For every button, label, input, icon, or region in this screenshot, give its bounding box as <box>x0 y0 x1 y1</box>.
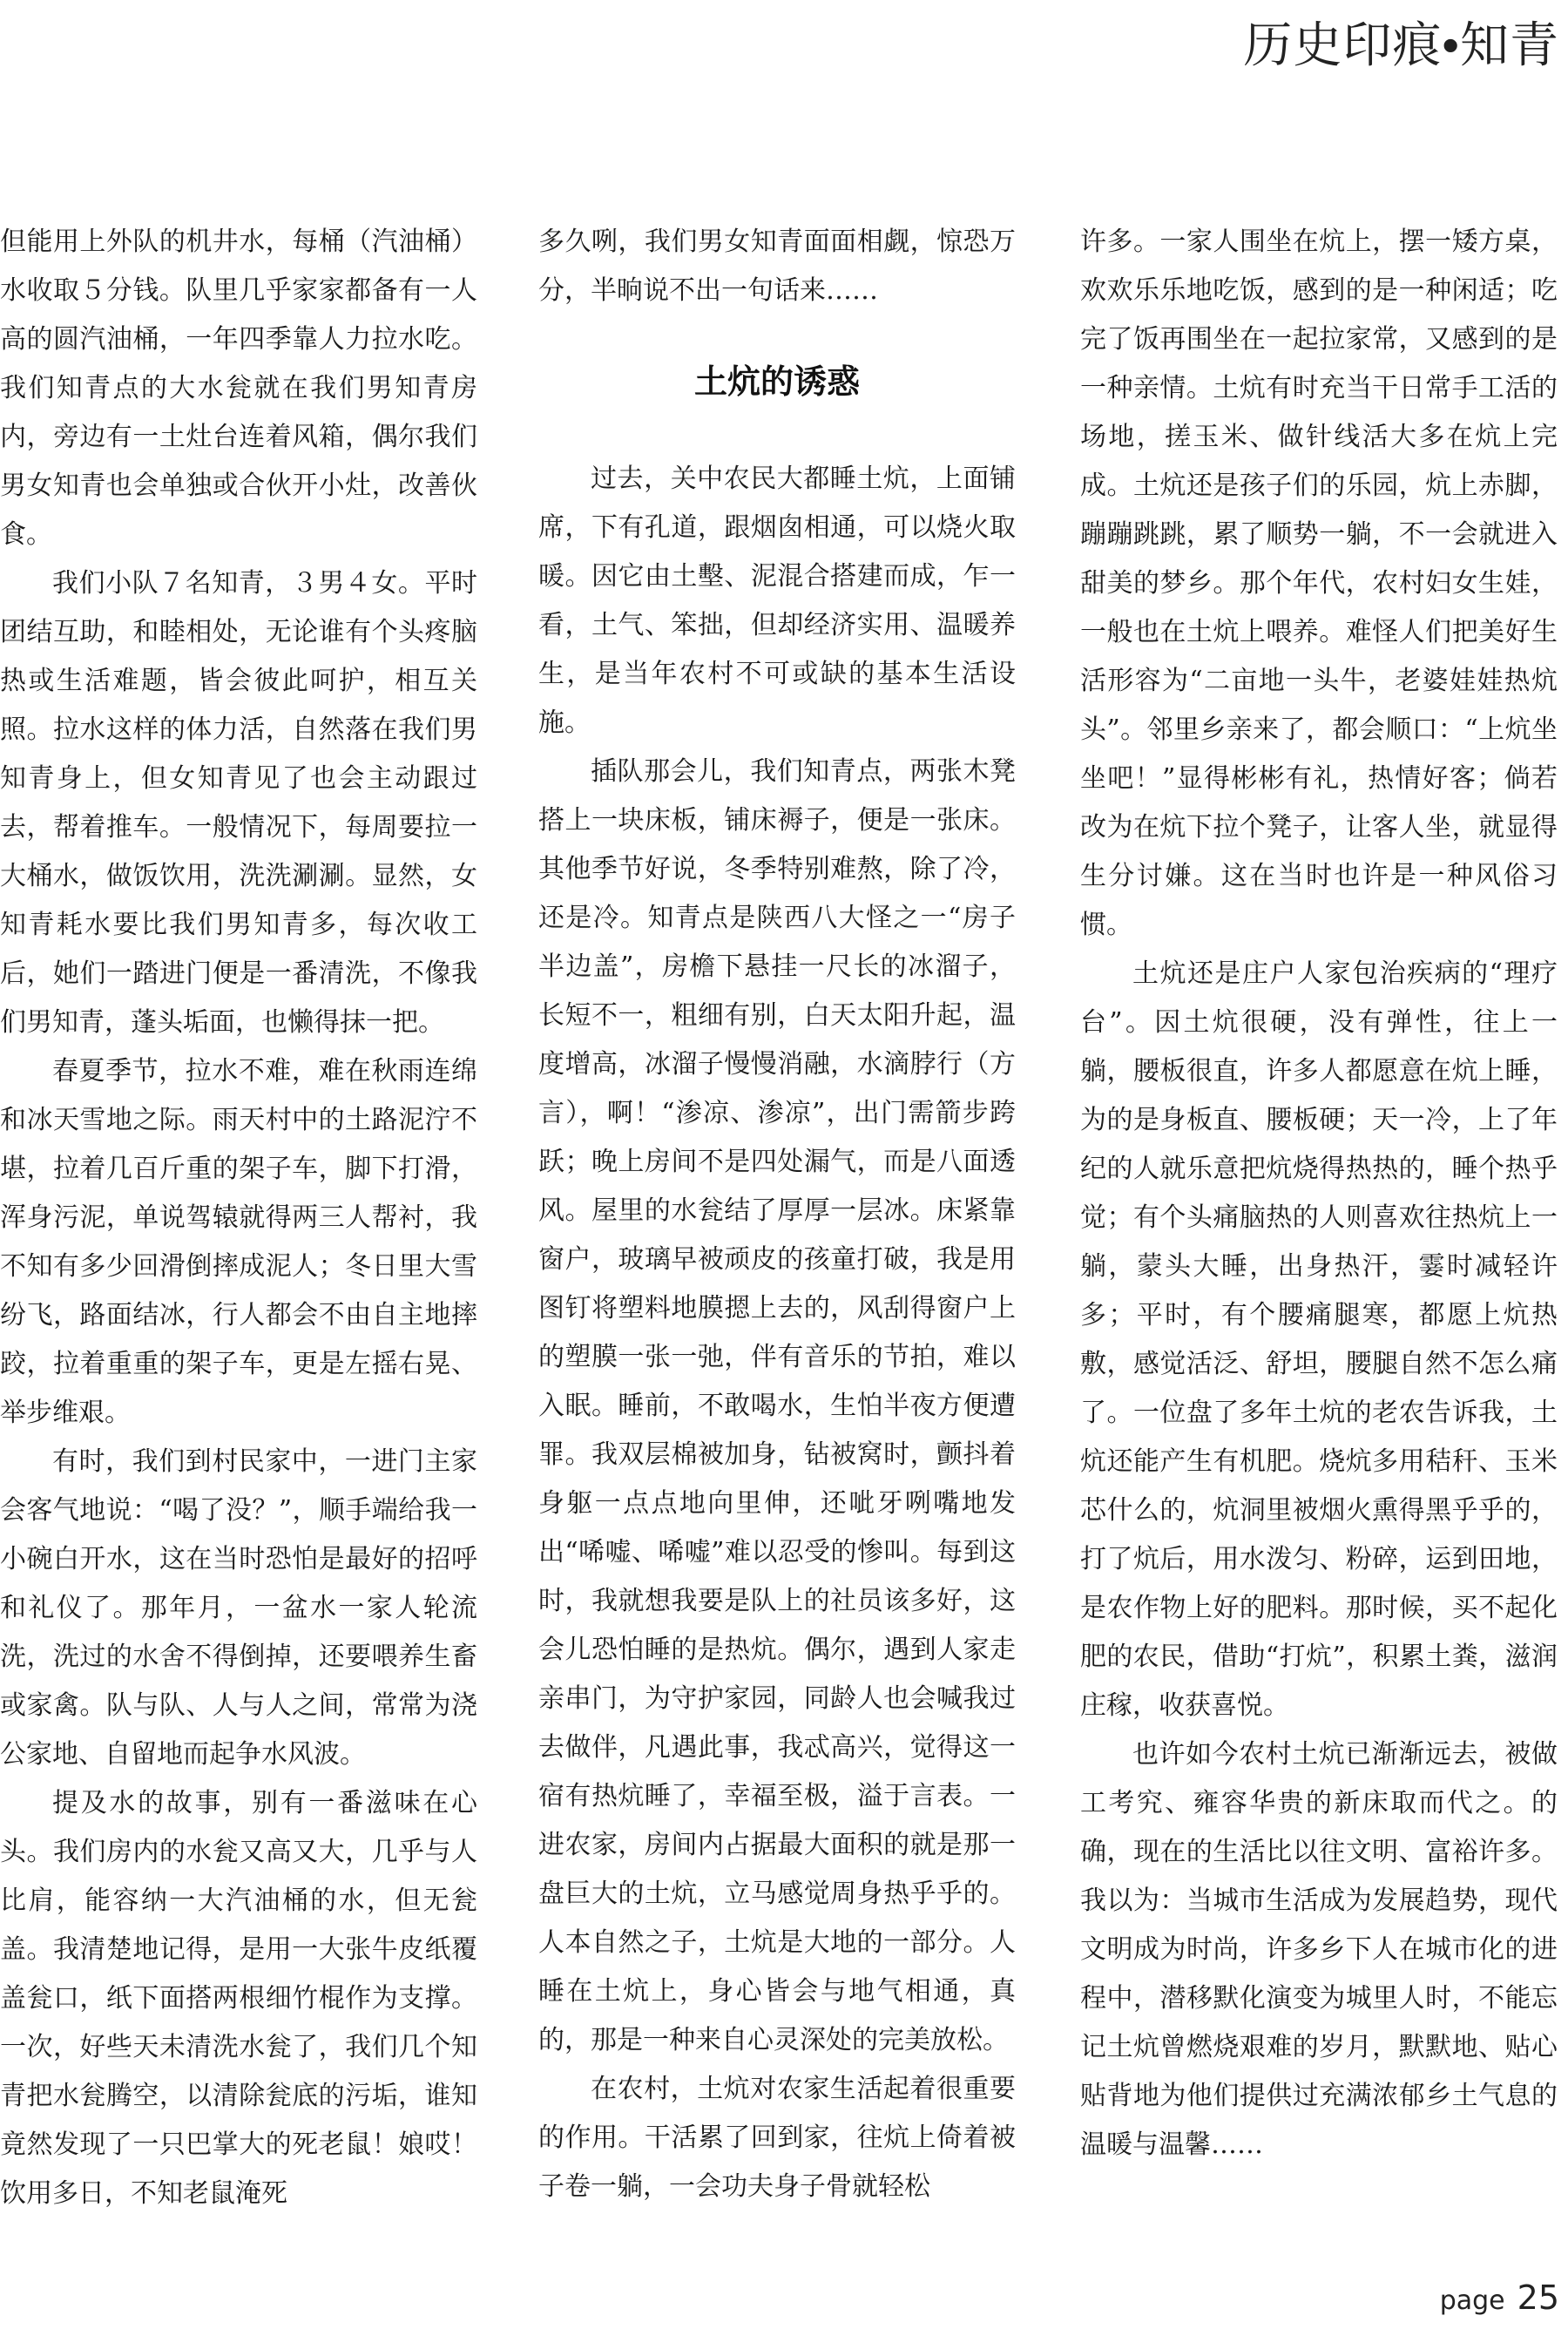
paragraph: 插队那会儿，我们知青点，两张木凳搭上一块床板，铺床褥子，便是一张床。其他季节好说，冬季特别难熬，除了冷，还是冷。知青点是陕西八大怪之一“房子半边盖”，房檐下悬挂一尺长的冰溜子，长短不一，粗细有别，白天太阳升起，温度增高，冰溜子慢慢消融，水滴脖行（方言），啊！“渗凉、渗凉”，出门需箭步跨跃；晚上房间不是四处漏气，而是八面透风。屋里的水瓮结了厚厚一层冰。床紧靠窗户，玻璃早被顽皮的孩童打破，我是用图钉将塑料地膜摁上去的，风刮得窗户上的塑膜一张一弛，伴有音乐的节拍，难以入眠。睡前，不敢喝水，生怕半夜方便遭罪。我双层棉被加身，钻被窝时，颤抖着身躯一点点地向里伸，还呲牙咧嘴地发出“唏嘘、唏嘘”难以忍受的惨叫。每到这时，我就想我要是队上的社员该多好，这会儿恐怕睡的是热炕。偶尔，遇到人家走亲串门，为守护家园，同龄人也会喊我过去做伴，凡遇此事，我忒高兴，觉得这一宿有热炕睡了，幸福至极，溢于言表。一进农家，房间内占据最大面积的就是那一盘巨大的土炕，立马感觉周身热乎乎的。人本自然之子，土炕是大地的一部分。人睡在土炕上，身心皆会与地气相通，真的，那是一种来自心灵深处的完美放松。 <box>538 756 1016 2055</box>
section-heading: 土炕的诱惑 <box>693 362 860 401</box>
paragraph: 提及水的故事，别有一番滋味在心头。我们房内的水瓮又高又大，几乎与人比肩，能容纳一大汽油桶的水，但无瓮盖。我清楚地记得，是用一大张牛皮纸覆盖瓮口，纸下面搭两根细竹棍作为支撑。一次，好些天未清洗水瓮了，我们几个知青把水瓮腾空，以清除瓮底的污垢，谁知竟然发现了一只巴掌大的死老鼠！娘哎！饮用多日，不知老鼠淹死 <box>0 1788 477 2209</box>
article-column-1 <box>0 218 477 2218</box>
paragraph: 多久咧，我们男女知青面面相觑，惊恐万分，半晌说不出一句话来…… <box>538 227 1016 306</box>
section-header-title: 历史印痕•知青 <box>1243 17 1559 74</box>
paragraph: 许多。一家人围坐在炕上，摆一矮方桌，欢欢乐乐地吃饭，感到的是一种闲适；吃完了饭再围坐在一起拉家常，又感到的是一种亲情。土炕有时充当干日常手工活的场地，搓玉米、做针线活大多在炕上完成。土炕还是孩子们的乐园，炕上赤脚，蹦蹦跳跳，累了顺势一躺，不一会就进入甜美的梦乡。那个年代，农村妇女生娃，一般也在土炕上喂养。难怪人们把美好生活形容为“二亩地一头牛，老婆娃娃热炕头”。邻里乡亲来了，都会顺口：“上炕坐坐吧！”显得彬彬有礼，热情好客；倘若改为在炕下拉个凳子，让客人坐，就显得生分讨嫌。这在当时也许是一种风俗习惯。 <box>1080 227 1558 940</box>
article-column-3 <box>1080 218 1558 2170</box>
paragraph: 在农村，土炕对农家生活起着很重要的作用。干活累了回到家，往炕上倚着被子卷一躺，一会功夫身子骨就轻松 <box>538 2074 1016 2202</box>
paragraph: 土炕还是庄户人家包治疾病的“理疗台”。因土炕很硬，没有弹性，往上一躺，腰板很直，许多人都愿意在炕上睡，为的是身板直、腰板硬；天一冷，上了年纪的人就乐意把炕烧得热热的，睡个热乎觉；有个头痛脑热的人则喜欢往热炕上一躺，蒙头大睡，出身热汗，霎时减轻许多；平时，有个腰痛腿寒，都愿上炕热敷，感觉活泛、舒坦，腰腿自然不怎么痛了。一位盘了多年土炕的老农告诉我，土炕还能产生有机肥。烧炕多用秸秆、玉米芯什么的，炕洞里被烟火熏得黑乎乎的，打了炕后，用水泼匀、粉碎，运到田地，是农作物上好的肥料。那时候，买不起化肥的农民，借助“打炕”，积累土粪，滋润庄稼，收获喜悦。 <box>1080 958 1558 1721</box>
page-number: 25 <box>1517 2278 1559 2317</box>
paragraph: 也许如今农村土炕已渐渐远去，被做工考究、雍容华贵的新床取而代之。的确，现在的生活比以往文明、富裕许多。我以为：当城市生活成为发展趋势，现代文明成为时尚，许多乡下人在城市化的进程中，潜移默化演变为城里人时，不能忘记土炕曾燃烧艰难的岁月，默默地、贴心贴背地为他们提供过充满浓郁乡土气息的温暖与温馨…… <box>1080 1739 1558 2160</box>
page-footer <box>1440 2278 1559 2317</box>
paragraph: 我们小队７名知青，３男４女。平时团结互助，和睦相处，无论谁有个头疼脑热或生活难题，皆会彼此呵护，相互关照。拉水这样的体力活，自然落在我们男知青身上，但女知青见了也会主动跟过去，帮着推车。一般情况下，每周要拉一大桶水，做饭饮用，洗洗涮涮。显然，女知青耗水要比我们男知青多，每次收工后，她们一踏进门便是一番清洗，不像我们男知青，蓬头垢面，也懒得抹一把。 <box>0 568 477 1038</box>
article-column-2 <box>538 218 1016 2211</box>
paragraph: 有时，我们到村民家中，一进门主家会客气地说：“喝了没？”，顺手端给我一小碗白开水，这在当时恐怕是最好的招呼和礼仪了。那年月，一盆水一家人轮流洗，洗过的水舍不得倒掉，还要喂养生畜或家禽。队与队、人与人之间，常常为浇公家地、自留地而起争水风波。 <box>0 1446 477 1770</box>
paragraph: 春夏季节，拉水不难，难在秋雨连绵和冰天雪地之际。雨天村中的土路泥泞不堪，拉着几百斤重的架子车，脚下打滑，浑身污泥，单说驾辕就得两三人帮衬，我不知有多少回滑倒摔成泥人；冬日里大雪纷飞，路面结冰，行人都会不由自主地摔跤，拉着重重的架子车，更是左摇右晃、举步维艰。 <box>0 1056 477 1428</box>
paragraph: 但能用上外队的机井水，每桶（汽油桶）水收取５分钱。队里几乎家家都备有一人高的圆汽油桶，一年四季靠人力拉水吃。我们知青点的大水瓮就在我们男知青房内，旁边有一土灶台连着风箱，偶尔我们男女知青也会单独或合伙开小灶，改善伙食。 <box>0 227 477 550</box>
page-label: page <box>1439 2285 1505 2316</box>
paragraph: 过去，关中农民大都睡土炕，上面铺席，下有孔道，跟烟囱相通，可以烧火取暖。因它由土墼、泥混合搭建而成，乍一看，土气、笨拙，但却经济实用、温暖养生，是当年农村不可或缺的基本生活设施。 <box>538 464 1016 738</box>
